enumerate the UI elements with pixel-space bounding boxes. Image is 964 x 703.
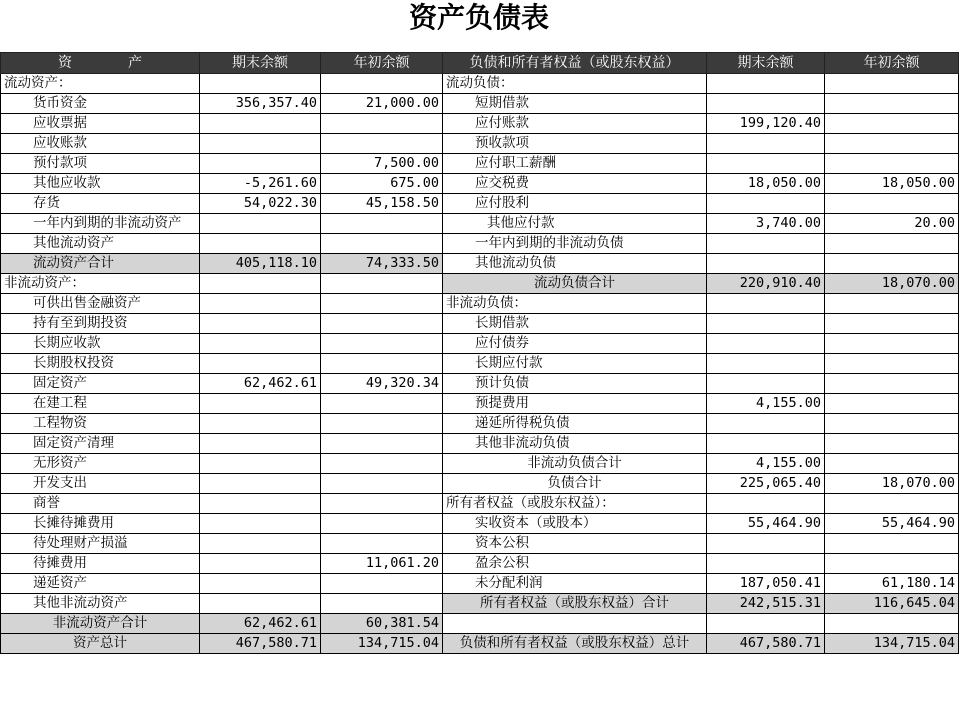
- table-row: [1, 174, 959, 194]
- asset-label-cell[interactable]: 工程物资: [1, 414, 200, 434]
- liability-end-balance-cell[interactable]: [707, 554, 825, 574]
- liability-end-balance-cell[interactable]: [707, 354, 825, 374]
- asset-end-balance-cell[interactable]: [200, 214, 321, 234]
- liability-begin-balance-cell[interactable]: [825, 254, 959, 274]
- liability-end-balance-cell[interactable]: [707, 614, 825, 634]
- asset-end-balance-cell[interactable]: [200, 434, 321, 454]
- liability-end-balance-cell[interactable]: [707, 254, 825, 274]
- liability-begin-balance-cell[interactable]: 18,070.00: [825, 474, 959, 494]
- asset-label-cell[interactable]: 无形资产: [1, 454, 200, 474]
- asset-end-balance-cell[interactable]: [200, 74, 321, 94]
- liability-label-cell[interactable]: 其他流动负债: [443, 254, 707, 274]
- liability-begin-balance-cell[interactable]: 55,464.90: [825, 514, 959, 534]
- asset-end-balance-cell[interactable]: [200, 354, 321, 374]
- liability-label-cell[interactable]: 非流动负债：: [443, 294, 707, 314]
- header-asset-begin-balance: 年初余额: [321, 53, 443, 74]
- asset-end-balance-cell[interactable]: [200, 454, 321, 474]
- liability-begin-balance-cell[interactable]: [825, 534, 959, 554]
- liability-end-balance-cell[interactable]: [707, 194, 825, 214]
- asset-end-balance-cell[interactable]: [200, 594, 321, 614]
- table-row: [1, 234, 959, 254]
- asset-begin-balance-cell[interactable]: [321, 74, 443, 94]
- table-row: [1, 274, 959, 294]
- liability-label-cell[interactable]: 应付债券: [443, 334, 707, 354]
- liability-begin-balance-cell[interactable]: [825, 434, 959, 454]
- liability-label-cell[interactable]: 预提费用: [443, 394, 707, 414]
- liability-end-balance-cell[interactable]: [707, 74, 825, 94]
- liability-end-balance-cell[interactable]: 4,155.00: [707, 454, 825, 474]
- liability-label-cell[interactable]: 其他非流动负债: [443, 434, 707, 454]
- header-liability-end-balance: 期末余额: [707, 53, 825, 74]
- liability-begin-balance-cell[interactable]: [825, 194, 959, 214]
- liability-end-balance-cell[interactable]: [707, 494, 825, 514]
- liability-end-balance-cell[interactable]: 467,580.71: [707, 634, 825, 654]
- table-row: [1, 354, 959, 374]
- table-row: [1, 94, 959, 114]
- asset-begin-balance-cell[interactable]: [321, 114, 443, 134]
- table-row: [1, 294, 959, 314]
- liability-label-cell[interactable]: 流动负债合计: [443, 274, 707, 294]
- table-row: [1, 314, 959, 334]
- table-row: [1, 634, 959, 654]
- liability-begin-balance-cell[interactable]: [825, 294, 959, 314]
- asset-begin-balance-cell[interactable]: [321, 314, 443, 334]
- header-liabilities-equity: 负债和所有者权益（或股东权益）: [443, 53, 707, 74]
- asset-label-cell[interactable]: 非流动资产合计: [1, 614, 200, 634]
- table-row: [1, 454, 959, 474]
- liability-label-cell[interactable]: 所有者权益（或股东权益）：: [443, 494, 707, 514]
- asset-begin-balance-cell[interactable]: [321, 334, 443, 354]
- asset-label-cell[interactable]: 持有至到期投资: [1, 314, 200, 334]
- liability-begin-balance-cell[interactable]: [825, 554, 959, 574]
- liability-label-cell[interactable]: 一年内到期的非流动负债: [443, 234, 707, 254]
- liability-begin-balance-cell[interactable]: 134,715.04: [825, 634, 959, 654]
- asset-begin-balance-cell[interactable]: [321, 534, 443, 554]
- liability-begin-balance-cell[interactable]: [825, 394, 959, 414]
- asset-end-balance-cell[interactable]: [200, 414, 321, 434]
- asset-label-cell[interactable]: 长摊待摊费用: [1, 514, 200, 534]
- asset-begin-balance-cell[interactable]: [321, 354, 443, 374]
- asset-end-balance-cell[interactable]: -5,261.60: [200, 174, 321, 194]
- asset-label-cell[interactable]: 固定资产清理: [1, 434, 200, 454]
- asset-end-balance-cell[interactable]: 356,357.40: [200, 94, 321, 114]
- asset-begin-balance-cell[interactable]: 7,500.00: [321, 154, 443, 174]
- asset-begin-balance-cell[interactable]: 21,000.00: [321, 94, 443, 114]
- asset-begin-balance-cell[interactable]: 49,320.34: [321, 374, 443, 394]
- liability-label-cell[interactable]: 非流动负债合计: [443, 454, 707, 474]
- asset-begin-balance-cell[interactable]: 11,061.20: [321, 554, 443, 574]
- liability-begin-balance-cell[interactable]: [825, 614, 959, 634]
- header-liability-begin-balance: 年初余额: [825, 53, 959, 74]
- asset-end-balance-cell[interactable]: [200, 494, 321, 514]
- asset-label-cell[interactable]: 应收票据: [1, 114, 200, 134]
- liability-label-cell[interactable]: 应付账款: [443, 114, 707, 134]
- asset-label-cell[interactable]: 可供出售金融资产: [1, 294, 200, 314]
- liability-label-cell[interactable]: 应付职工薪酬: [443, 154, 707, 174]
- asset-begin-balance-cell[interactable]: [321, 134, 443, 154]
- liability-label-cell[interactable]: 流动负债：: [443, 74, 707, 94]
- liability-label-cell[interactable]: 预收款项: [443, 134, 707, 154]
- liability-begin-balance-cell[interactable]: [825, 154, 959, 174]
- liability-end-balance-cell[interactable]: 55,464.90: [707, 514, 825, 534]
- liability-end-balance-cell[interactable]: [707, 534, 825, 554]
- liability-end-balance-cell[interactable]: [707, 334, 825, 354]
- asset-end-balance-cell[interactable]: [200, 274, 321, 294]
- asset-end-balance-cell[interactable]: [200, 554, 321, 574]
- asset-label-cell[interactable]: 固定资产: [1, 374, 200, 394]
- asset-begin-balance-cell[interactable]: 134,715.04: [321, 634, 443, 654]
- liability-label-cell[interactable]: 盈余公积: [443, 554, 707, 574]
- liability-end-balance-cell[interactable]: 187,050.41: [707, 574, 825, 594]
- asset-end-balance-cell[interactable]: [200, 474, 321, 494]
- liability-end-balance-cell[interactable]: 3,740.00: [707, 214, 825, 234]
- liability-begin-balance-cell[interactable]: [825, 314, 959, 334]
- header-asset-end-balance: 期末余额: [200, 53, 321, 74]
- liability-label-cell[interactable]: [443, 614, 707, 634]
- liability-begin-balance-cell[interactable]: [825, 114, 959, 134]
- liability-end-balance-cell[interactable]: [707, 294, 825, 314]
- asset-begin-balance-cell[interactable]: [321, 474, 443, 494]
- asset-label-cell[interactable]: 在建工程: [1, 394, 200, 414]
- liability-label-cell[interactable]: 负债和所有者权益（或股东权益）总计: [443, 634, 707, 654]
- asset-begin-balance-cell[interactable]: [321, 434, 443, 454]
- liability-begin-balance-cell[interactable]: [825, 134, 959, 154]
- asset-label-cell[interactable]: 其他非流动资产: [1, 594, 200, 614]
- liability-begin-balance-cell[interactable]: 18,050.00: [825, 174, 959, 194]
- liability-label-cell[interactable]: 短期借款: [443, 94, 707, 114]
- liability-begin-balance-cell[interactable]: [825, 234, 959, 254]
- asset-end-balance-cell[interactable]: [200, 154, 321, 174]
- liability-label-cell[interactable]: 预计负债: [443, 374, 707, 394]
- asset-label-cell[interactable]: 应收账款: [1, 134, 200, 154]
- header-row: [1, 53, 959, 74]
- asset-begin-balance-cell[interactable]: [321, 394, 443, 414]
- asset-label-cell[interactable]: 流动资产合计: [1, 254, 200, 274]
- asset-label-cell[interactable]: 开发支出: [1, 474, 200, 494]
- table-row: [1, 594, 959, 614]
- table-row: [1, 514, 959, 534]
- asset-label-cell[interactable]: 递延资产: [1, 574, 200, 594]
- liability-end-balance-cell[interactable]: [707, 434, 825, 454]
- asset-begin-balance-cell[interactable]: 74,333.50: [321, 254, 443, 274]
- liability-label-cell[interactable]: 未分配利润: [443, 574, 707, 594]
- liability-end-balance-cell[interactable]: 4,155.00: [707, 394, 825, 414]
- balance-sheet-table: [0, 52, 959, 654]
- liability-end-balance-cell[interactable]: 220,910.40: [707, 274, 825, 294]
- asset-label-cell[interactable]: 长期应收款: [1, 334, 200, 354]
- liability-label-cell[interactable]: 应交税费: [443, 174, 707, 194]
- liability-begin-balance-cell[interactable]: [825, 454, 959, 474]
- header-assets: 资 产: [1, 53, 200, 74]
- liability-label-cell[interactable]: 负债合计: [443, 474, 707, 494]
- asset-begin-balance-cell[interactable]: 60,381.54: [321, 614, 443, 634]
- asset-label-cell[interactable]: 存货: [1, 194, 200, 214]
- liability-begin-balance-cell[interactable]: [825, 94, 959, 114]
- asset-end-balance-cell[interactable]: 54,022.30: [200, 194, 321, 214]
- liability-label-cell[interactable]: 长期借款: [443, 314, 707, 334]
- asset-begin-balance-cell[interactable]: [321, 274, 443, 294]
- asset-label-cell[interactable]: 待摊费用: [1, 554, 200, 574]
- liability-end-balance-cell[interactable]: 18,050.00: [707, 174, 825, 194]
- table-row: [1, 134, 959, 154]
- asset-label-cell[interactable]: 预付款项: [1, 154, 200, 174]
- asset-begin-balance-cell[interactable]: [321, 574, 443, 594]
- asset-label-cell[interactable]: 商誉: [1, 494, 200, 514]
- asset-end-balance-cell[interactable]: [200, 334, 321, 354]
- asset-label-cell[interactable]: 其他流动资产: [1, 234, 200, 254]
- liability-end-balance-cell[interactable]: [707, 414, 825, 434]
- asset-label-cell[interactable]: 流动资产：: [1, 74, 200, 94]
- liability-label-cell[interactable]: 应付股利: [443, 194, 707, 214]
- sheet-title: 资产负债表: [408, 1, 549, 34]
- liability-label-cell[interactable]: 长期应付款: [443, 354, 707, 374]
- asset-label-cell[interactable]: 货币资金: [1, 94, 200, 114]
- asset-end-balance-cell[interactable]: 467,580.71: [200, 634, 321, 654]
- liability-label-cell[interactable]: 实收资本（或股本）: [443, 514, 707, 534]
- asset-label-cell[interactable]: 长期股权投资: [1, 354, 200, 374]
- liability-end-balance-cell[interactable]: [707, 94, 825, 114]
- table-row: [1, 394, 959, 414]
- liability-begin-balance-cell[interactable]: [825, 414, 959, 434]
- table-row: [1, 74, 959, 94]
- table-row: [1, 414, 959, 434]
- asset-end-balance-cell[interactable]: [200, 394, 321, 414]
- table-row: [1, 374, 959, 394]
- table-row: [1, 574, 959, 594]
- asset-end-balance-cell[interactable]: [200, 534, 321, 554]
- liability-end-balance-cell[interactable]: [707, 314, 825, 334]
- table-row: [1, 474, 959, 494]
- asset-begin-balance-cell[interactable]: 45,158.50: [321, 194, 443, 214]
- asset-end-balance-cell[interactable]: 62,462.61: [200, 374, 321, 394]
- asset-begin-balance-cell[interactable]: [321, 514, 443, 534]
- liability-end-balance-cell[interactable]: [707, 154, 825, 174]
- asset-label-cell[interactable]: 其他应收款: [1, 174, 200, 194]
- liability-end-balance-cell[interactable]: 199,120.40: [707, 114, 825, 134]
- asset-label-cell[interactable]: 非流动资产：: [1, 274, 200, 294]
- asset-label-cell[interactable]: 资产总计: [1, 634, 200, 654]
- asset-label-cell[interactable]: 一年内到期的非流动资产: [1, 214, 200, 234]
- table-row: [1, 214, 959, 234]
- asset-end-balance-cell[interactable]: [200, 314, 321, 334]
- liability-begin-balance-cell[interactable]: [825, 494, 959, 514]
- table-row: [1, 614, 959, 634]
- liability-label-cell[interactable]: 递延所得税负债: [443, 414, 707, 434]
- liability-end-balance-cell[interactable]: [707, 234, 825, 254]
- liability-end-balance-cell[interactable]: [707, 374, 825, 394]
- asset-begin-balance-cell[interactable]: [321, 214, 443, 234]
- asset-begin-balance-cell[interactable]: 675.00: [321, 174, 443, 194]
- liability-begin-balance-cell[interactable]: [825, 374, 959, 394]
- liability-begin-balance-cell[interactable]: 61,180.14: [825, 574, 959, 594]
- liability-begin-balance-cell[interactable]: [825, 354, 959, 374]
- asset-end-balance-cell[interactable]: [200, 574, 321, 594]
- liability-begin-balance-cell[interactable]: [825, 334, 959, 354]
- asset-begin-balance-cell[interactable]: [321, 234, 443, 254]
- liability-begin-balance-cell[interactable]: 20.00: [825, 214, 959, 234]
- liability-begin-balance-cell[interactable]: [825, 74, 959, 94]
- liability-end-balance-cell[interactable]: 225,065.40: [707, 474, 825, 494]
- liability-end-balance-cell[interactable]: 242,515.31: [707, 594, 825, 614]
- asset-end-balance-cell[interactable]: [200, 114, 321, 134]
- table-row: [1, 194, 959, 214]
- liability-begin-balance-cell[interactable]: 18,070.00: [825, 274, 959, 294]
- asset-begin-balance-cell[interactable]: [321, 494, 443, 514]
- asset-begin-balance-cell[interactable]: [321, 294, 443, 314]
- asset-begin-balance-cell[interactable]: [321, 594, 443, 614]
- table-row: [1, 434, 959, 454]
- liability-label-cell[interactable]: 其他应付款: [443, 214, 707, 234]
- table-row: [1, 154, 959, 174]
- liability-begin-balance-cell[interactable]: 116,645.04: [825, 594, 959, 614]
- table-row: [1, 534, 959, 554]
- liability-end-balance-cell[interactable]: [707, 134, 825, 154]
- asset-end-balance-cell[interactable]: [200, 234, 321, 254]
- table-row: [1, 334, 959, 354]
- asset-end-balance-cell[interactable]: 62,462.61: [200, 614, 321, 634]
- asset-begin-balance-cell[interactable]: [321, 414, 443, 434]
- table-row: [1, 114, 959, 134]
- asset-begin-balance-cell[interactable]: [321, 454, 443, 474]
- asset-end-balance-cell[interactable]: [200, 514, 321, 534]
- table-row: [1, 554, 959, 574]
- liability-label-cell[interactable]: 所有者权益（或股东权益）合计: [443, 594, 707, 614]
- table-row: [1, 494, 959, 514]
- liability-label-cell[interactable]: 资本公积: [443, 534, 707, 554]
- asset-end-balance-cell[interactable]: [200, 134, 321, 154]
- asset-end-balance-cell[interactable]: [200, 294, 321, 314]
- asset-label-cell[interactable]: 待处理财产损溢: [1, 534, 200, 554]
- asset-end-balance-cell[interactable]: 405,118.10: [200, 254, 321, 274]
- table-row: [1, 254, 959, 274]
